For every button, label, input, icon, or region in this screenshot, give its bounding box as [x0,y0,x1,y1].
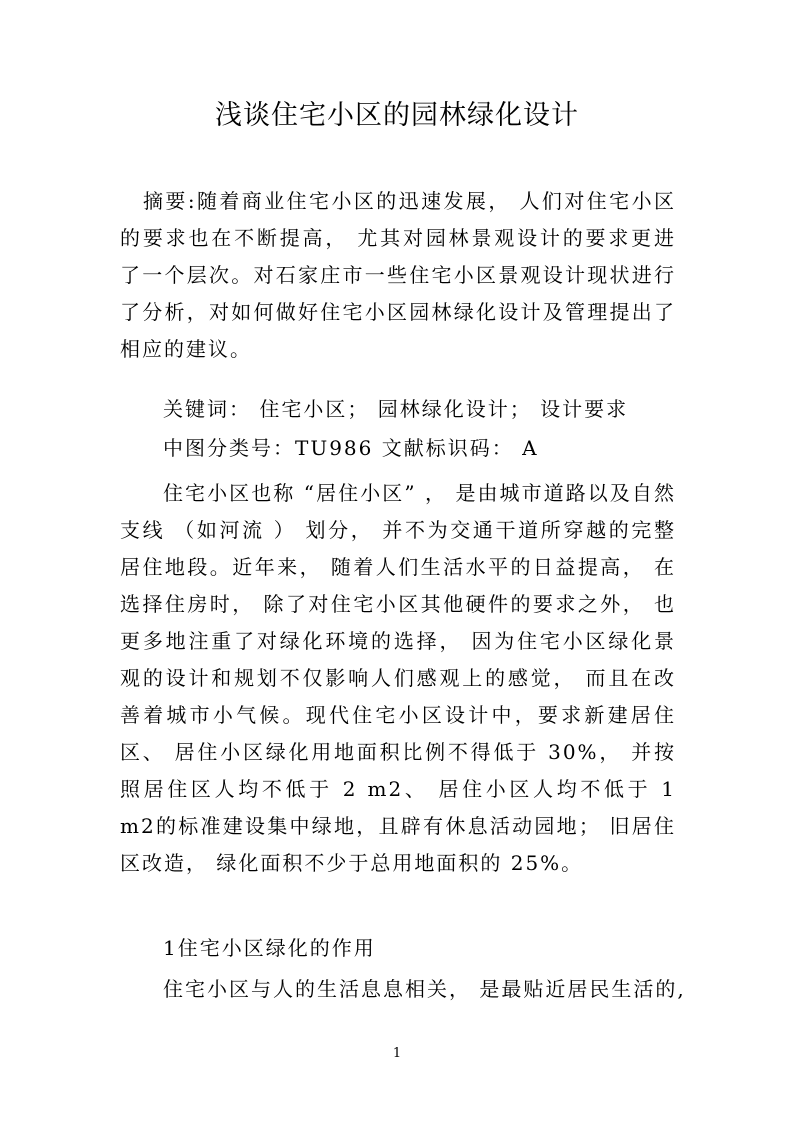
abstract-paragraph: 摘要:随着商业住宅小区的迅速发展， 人们对住宅小区的要求也在不断提高， 尤其对园林景观设计的要求更进了一个层次。对石家庄市一些住宅小区景观设计现状进行了分析，对如何做好住宅小区园林绿化设计及管理提出了相应的建议。 [120,189,676,361]
keywords-line: 关键词： 住宅小区； 园林绿化设计； 设计要求 [163,397,629,421]
document-title: 浅谈住宅小区的园林绿化设计 [215,100,579,131]
body-paragraph-continued: 住宅小区与人的生活息息相关， 是最贴近居民生活的, [163,977,686,1001]
classification-line: 中图分类号：TU986 文献标识码： A [163,436,539,460]
section-heading: 1住宅小区绿化的作用 [163,936,376,960]
page-number: 1 [392,1046,402,1061]
body-paragraph: 住宅小区也称 “居住小区” ， 是由城市道路以及自然支线 （如河流 ） 划分， 并不为交通干道所穿越的完整居住地段。近年来， 随着人们生活水平的日益提高， 在选择住房时， 除了对住宅小区其他硬件的要求之外， 也更多地注重了对绿化环境的选择， 因为住宅小区绿化景观的设计和规划不仅影响人们感观上的感觉， 而且在改善着城市小气候。现代住宅小区设计中，要求新建居住区、 居住小区绿化用地面积比例不得低于 30%， 并按照居住区人均不低于 2 m2、 居住小区人均不低于 1 m2的标准建设集中绿地，且辟有休息活动园地； 旧居住区改造， 绿化面积不少于总用地面积的 25%。 [120,481,676,875]
